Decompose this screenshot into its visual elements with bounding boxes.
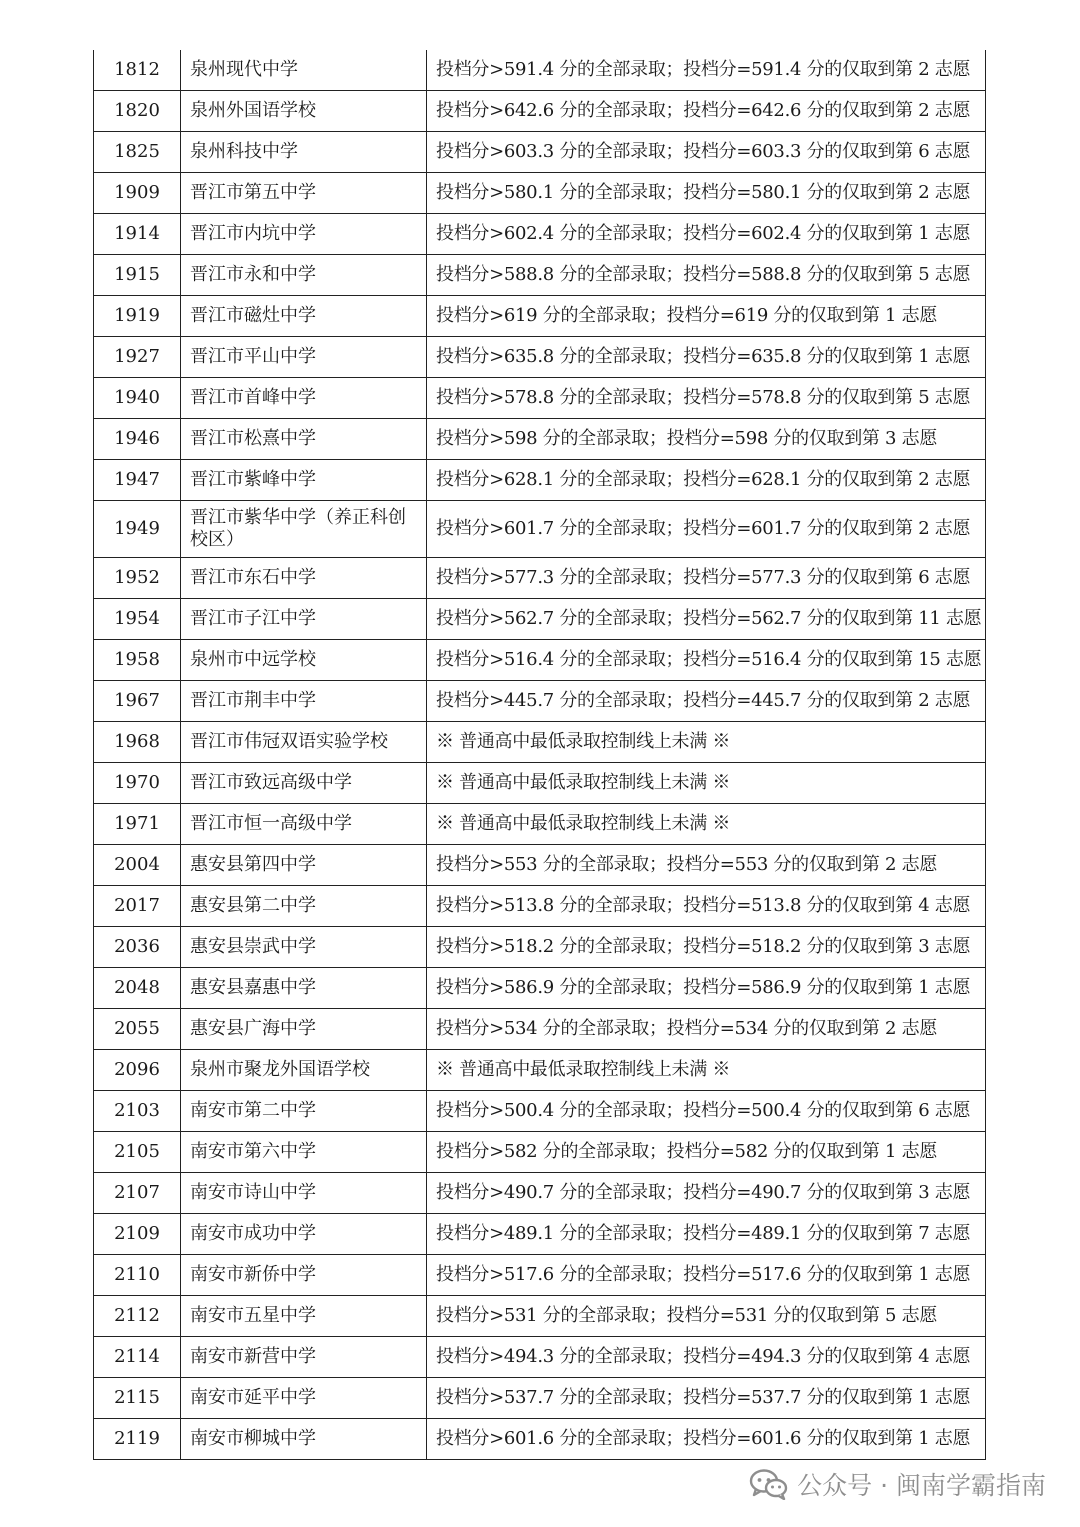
admission-rule-cell: 投档分>603.3 分的全部录取；投档分=603.3 分的仅取到第 6 志愿 [427, 132, 986, 173]
admission-rule-cell: ※ 普通高中最低录取控制线上未满 ※ [427, 804, 986, 845]
school-code-cell: 1820 [94, 91, 181, 132]
school-name-cell: 惠安县广海中学 [181, 1009, 427, 1050]
school-code-cell: 2055 [94, 1009, 181, 1050]
school-name-cell: 泉州科技中学 [181, 132, 427, 173]
table-row [94, 1050, 986, 1091]
table-body [94, 50, 986, 1460]
admission-rule-cell: 投档分>489.1 分的全部录取；投档分=489.1 分的仅取到第 7 志愿 [427, 1214, 986, 1255]
school-name-cell: 泉州现代中学 [181, 50, 427, 91]
table-row [94, 296, 986, 337]
document-page [93, 50, 986, 1460]
watermark-text: 公众号 · 闽南学霸指南 [797, 1471, 1046, 1500]
school-code-cell: 1954 [94, 599, 181, 640]
admission-score-table [93, 50, 986, 1460]
admission-rule-cell: 投档分>516.4 分的全部录取；投档分=516.4 分的仅取到第 15 志愿 [427, 640, 986, 681]
table-row [94, 558, 986, 599]
admission-rule-cell: 投档分>490.7 分的全部录取；投档分=490.7 分的仅取到第 3 志愿 [427, 1173, 986, 1214]
school-name-cell: 泉州外国语学校 [181, 91, 427, 132]
admission-rule-cell: 投档分>591.4 分的全部录取；投档分=591.4 分的仅取到第 2 志愿 [427, 50, 986, 91]
table-row [94, 1296, 986, 1337]
school-name-cell: 晋江市紫华中学（养正科创校区） [181, 501, 427, 558]
table-row [94, 927, 986, 968]
table-row [94, 91, 986, 132]
school-code-cell: 2119 [94, 1419, 181, 1460]
school-code-cell: 2105 [94, 1132, 181, 1173]
school-name-cell: 惠安县嘉惠中学 [181, 968, 427, 1009]
table-row [94, 599, 986, 640]
table-row [94, 173, 986, 214]
school-name-cell: 晋江市恒一高级中学 [181, 804, 427, 845]
admission-rule-cell: ※ 普通高中最低录取控制线上未满 ※ [427, 763, 986, 804]
table-row [94, 640, 986, 681]
table-row [94, 968, 986, 1009]
table-row [94, 886, 986, 927]
school-code-cell: 2036 [94, 927, 181, 968]
admission-rule-cell: 投档分>518.2 分的全部录取；投档分=518.2 分的仅取到第 3 志愿 [427, 927, 986, 968]
table-row [94, 1378, 986, 1419]
school-code-cell: 2096 [94, 1050, 181, 1091]
admission-rule-cell: 投档分>537.7 分的全部录取；投档分=537.7 分的仅取到第 1 志愿 [427, 1378, 986, 1419]
school-name-cell: 南安市第二中学 [181, 1091, 427, 1132]
school-code-cell: 2114 [94, 1337, 181, 1378]
admission-rule-cell: 投档分>445.7 分的全部录取；投档分=445.7 分的仅取到第 2 志愿 [427, 681, 986, 722]
admission-rule-cell: 投档分>582 分的全部录取；投档分=582 分的仅取到第 1 志愿 [427, 1132, 986, 1173]
school-code-cell: 2107 [94, 1173, 181, 1214]
table-row [94, 50, 986, 91]
table-row [94, 845, 986, 886]
school-code-cell: 1915 [94, 255, 181, 296]
admission-rule-cell: 投档分>635.8 分的全部录取；投档分=635.8 分的仅取到第 1 志愿 [427, 337, 986, 378]
school-code-cell: 2103 [94, 1091, 181, 1132]
school-name-cell: 晋江市荆丰中学 [181, 681, 427, 722]
admission-rule-cell: 投档分>628.1 分的全部录取；投档分=628.1 分的仅取到第 2 志愿 [427, 460, 986, 501]
admission-rule-cell: 投档分>642.6 分的全部录取；投档分=642.6 分的仅取到第 2 志愿 [427, 91, 986, 132]
school-name-cell: 南安市五星中学 [181, 1296, 427, 1337]
school-code-cell: 1947 [94, 460, 181, 501]
table-row [94, 501, 986, 558]
admission-rule-cell: 投档分>553 分的全部录取；投档分=553 分的仅取到第 2 志愿 [427, 845, 986, 886]
table-row [94, 1214, 986, 1255]
table-row [94, 419, 986, 460]
admission-rule-cell: 投档分>601.6 分的全部录取；投档分=601.6 分的仅取到第 1 志愿 [427, 1419, 986, 1460]
admission-rule-cell: 投档分>531 分的全部录取；投档分=531 分的仅取到第 5 志愿 [427, 1296, 986, 1337]
school-code-cell: 1940 [94, 378, 181, 419]
school-code-cell: 2017 [94, 886, 181, 927]
school-name-cell: 晋江市永和中学 [181, 255, 427, 296]
school-name-cell: 惠安县第二中学 [181, 886, 427, 927]
school-name-cell: 南安市柳城中学 [181, 1419, 427, 1460]
school-name-cell: 晋江市子江中学 [181, 599, 427, 640]
admission-rule-cell: 投档分>517.6 分的全部录取；投档分=517.6 分的仅取到第 1 志愿 [427, 1255, 986, 1296]
wechat-icon [749, 1468, 789, 1500]
school-name-cell: 晋江市伟冠双语实验学校 [181, 722, 427, 763]
table-row [94, 132, 986, 173]
table-row [94, 1255, 986, 1296]
admission-rule-cell: 投档分>619 分的全部录取；投档分=619 分的仅取到第 1 志愿 [427, 296, 986, 337]
school-code-cell: 2004 [94, 845, 181, 886]
table-row [94, 214, 986, 255]
school-code-cell: 1825 [94, 132, 181, 173]
table-row [94, 804, 986, 845]
admission-rule-cell: 投档分>588.8 分的全部录取；投档分=588.8 分的仅取到第 5 志愿 [427, 255, 986, 296]
table-row [94, 1419, 986, 1460]
school-name-cell: 南安市第六中学 [181, 1132, 427, 1173]
school-name-cell: 晋江市平山中学 [181, 337, 427, 378]
table-row [94, 681, 986, 722]
table-row [94, 1009, 986, 1050]
admission-rule-cell: 投档分>577.3 分的全部录取；投档分=577.3 分的仅取到第 6 志愿 [427, 558, 986, 599]
school-code-cell: 1952 [94, 558, 181, 599]
school-code-cell: 1946 [94, 419, 181, 460]
admission-rule-cell: 投档分>602.4 分的全部录取；投档分=602.4 分的仅取到第 1 志愿 [427, 214, 986, 255]
watermark [749, 1466, 1046, 1502]
table-row [94, 1337, 986, 1378]
school-name-cell: 晋江市磁灶中学 [181, 296, 427, 337]
school-name-cell: 南安市成功中学 [181, 1214, 427, 1255]
table-row [94, 722, 986, 763]
school-code-cell: 1968 [94, 722, 181, 763]
school-code-cell: 1927 [94, 337, 181, 378]
table-row [94, 378, 986, 419]
table-row [94, 1132, 986, 1173]
school-name-cell: 晋江市第五中学 [181, 173, 427, 214]
admission-rule-cell: 投档分>598 分的全部录取；投档分=598 分的仅取到第 3 志愿 [427, 419, 986, 460]
school-name-cell: 晋江市内坑中学 [181, 214, 427, 255]
school-name-cell: 南安市新侨中学 [181, 1255, 427, 1296]
school-code-cell: 1958 [94, 640, 181, 681]
school-name-cell: 晋江市首峰中学 [181, 378, 427, 419]
school-code-cell: 1970 [94, 763, 181, 804]
school-name-cell: 惠安县崇武中学 [181, 927, 427, 968]
school-name-cell: 泉州市聚龙外国语学校 [181, 1050, 427, 1091]
admission-rule-cell: 投档分>494.3 分的全部录取；投档分=494.3 分的仅取到第 4 志愿 [427, 1337, 986, 1378]
school-name-cell: 晋江市紫峰中学 [181, 460, 427, 501]
admission-rule-cell: 投档分>601.7 分的全部录取；投档分=601.7 分的仅取到第 2 志愿 [427, 501, 986, 558]
school-name-cell: 晋江市松熹中学 [181, 419, 427, 460]
school-code-cell: 2112 [94, 1296, 181, 1337]
table-row [94, 763, 986, 804]
school-code-cell: 1971 [94, 804, 181, 845]
table-row [94, 460, 986, 501]
admission-rule-cell: ※ 普通高中最低录取控制线上未满 ※ [427, 722, 986, 763]
school-name-cell: 南安市诗山中学 [181, 1173, 427, 1214]
table-row [94, 1091, 986, 1132]
school-code-cell: 1919 [94, 296, 181, 337]
school-name-cell: 泉州市中远学校 [181, 640, 427, 681]
admission-rule-cell: 投档分>500.4 分的全部录取；投档分=500.4 分的仅取到第 6 志愿 [427, 1091, 986, 1132]
school-name-cell: 晋江市致远高级中学 [181, 763, 427, 804]
school-code-cell: 2048 [94, 968, 181, 1009]
admission-rule-cell: 投档分>586.9 分的全部录取；投档分=586.9 分的仅取到第 1 志愿 [427, 968, 986, 1009]
school-code-cell: 2110 [94, 1255, 181, 1296]
table-row [94, 1173, 986, 1214]
school-name-cell: 晋江市东石中学 [181, 558, 427, 599]
school-code-cell: 2115 [94, 1378, 181, 1419]
school-code-cell: 1914 [94, 214, 181, 255]
school-code-cell: 2109 [94, 1214, 181, 1255]
table-row [94, 255, 986, 296]
admission-rule-cell: 投档分>513.8 分的全部录取；投档分=513.8 分的仅取到第 4 志愿 [427, 886, 986, 927]
admission-rule-cell: 投档分>580.1 分的全部录取；投档分=580.1 分的仅取到第 2 志愿 [427, 173, 986, 214]
table-row [94, 337, 986, 378]
admission-rule-cell: 投档分>562.7 分的全部录取；投档分=562.7 分的仅取到第 11 志愿 [427, 599, 986, 640]
admission-rule-cell: 投档分>534 分的全部录取；投档分=534 分的仅取到第 2 志愿 [427, 1009, 986, 1050]
admission-rule-cell: 投档分>578.8 分的全部录取；投档分=578.8 分的仅取到第 5 志愿 [427, 378, 986, 419]
school-name-cell: 南安市新营中学 [181, 1337, 427, 1378]
school-name-cell: 南安市延平中学 [181, 1378, 427, 1419]
school-code-cell: 1909 [94, 173, 181, 214]
school-name-cell: 惠安县第四中学 [181, 845, 427, 886]
school-code-cell: 1949 [94, 501, 181, 558]
school-code-cell: 1967 [94, 681, 181, 722]
school-code-cell: 1812 [94, 50, 181, 91]
admission-rule-cell: ※ 普通高中最低录取控制线上未满 ※ [427, 1050, 986, 1091]
